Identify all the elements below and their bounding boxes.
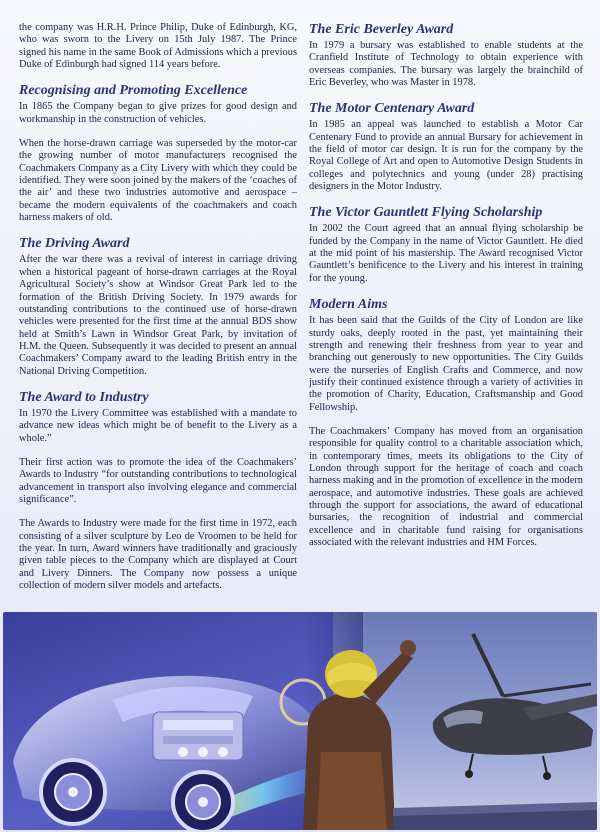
driving-paragraph-1: After the war there was a revival of interest in carriage driving when a historical pageant of horse-drawn carriages at the Royal Agricultural Society’s show at Windsor Great Park led to the formation of the British Driving Society. In 1979 awards for outstanding contributions to the continued use of horse-drawn vehicles were presented for the first time at the annual BDS show held at Smith’s Lawn in Windsor Great Park, by invitation of H.M. the Queen. Subsequently it was decided to present an annual Coachmakers’ Company award to the leading British entry in the National Driving Competition. [19,254,297,377]
heading-excellence: Recognising and Promoting Excellence [19,83,248,99]
heading-gauntlett-scholarship: The Victor Gauntlett Flying Scholarship [309,205,543,221]
heading-driving-award: The Driving Award [19,236,130,252]
gauntlett-paragraph-1: In 2002 the Court agreed that an annual flying scholarship be funded by the Company in the name of Victor Gauntlett. He died at the mid point of his mastership. The Award recognised Victor Gauntlett’s benificence to the Livery and his interest in training for the young. [309,223,583,284]
photo-montage-graphic [3,612,597,830]
excellence-paragraph-1: In 1865 the Company began to give prizes for good design and workmanship in the construction of vehicles. [19,101,297,125]
heading-modern-aims: Modern Aims [309,297,388,313]
heading-award-to-industry: The Award to Industry [19,389,149,405]
industry-paragraph-2: Their first action was to promote the idea of the Coachmakers’ Awards to Industry “for outstanding contributions to technological advancement in transport also involving elegance and commercial significance”. [19,456,297,505]
intro-paragraph: the company was H.R.H. Prince Philip, Duke of Edinburgh, KG, who was sworn to the Livery on 15th July 1987. The Prince signed his name in the same Book of Admissions which a previous Duke of Edinburgh had signed 114 years before. [19,22,297,71]
left-column [19,22,297,604]
aims-paragraph-2: The Coachmakers’ Company has moved from an organisation responsible for quality control to a charitable association which, in contemporary times, meets its obligations to the City of London through support for the heritage of coach and coach harness making and in the promotion of excellence in the modern aerospace, and automotive industries. These goals are achieved through the support for associations, the award of educational bursaries, the recognition of industrial and commercial excellence and in charitable fund raising for organisations associated with the relevant industries and HM Forces. [309,425,583,548]
heading-motor-centenary-award: The Motor Centenary Award [309,101,475,117]
photo-montage [3,612,597,830]
excellence-paragraph-2: When the horse-drawn carriage was superseded by the motor-car the growing number of motor manufacturers recognised the Coachmakers Company as a City Livery with which they could be identified. They were soon joined by the makers of the ‘coaches of the air’ and these two industries automotive and aerospace – became the modern equivalents of the coachmakers and coach harness makers of old. [19,138,297,224]
beverley-paragraph-1: In 1979 a bursary was established to enable students at the Cranfield Institute of Technology to obtain experience with overseas companies. The bursary was largely the brainchild of Eric Beverley, who was Master in 1978. [309,40,583,89]
right-column [309,22,583,561]
industry-paragraph-3: The Awards to Industry were made for the first time in 1972, each consisting of a silver sculpture by Leo de Vroomen to be held for the year. In turn, Award winners have traditionally and graciously given table pieces to the Company which are displayed at Court and Livery Dinners. The Company now possess a unique collection of modern silver models and artefacts. [19,518,297,592]
heading-eric-beverley-award: The Eric Beverley Award [309,22,454,37]
centenary-paragraph-1: In 1985 an appeal was launched to establish a Motor Car Centenary Fund to provide an annual Bursary for achievement in the field of motor car design. It is run for the company by the Royal College of Art and open to Automotive Design Students in colleges and polytechnics and young (under 28) practising designers in the Motor Industry. [309,119,583,193]
aims-paragraph-1: It has been said that the Guilds of the City of London are like sturdy oaks, deeply rooted in the past, yet maintaining their strength and renewing their freshness from year to year and branching out generously to new opportunities. The City Guilds were the nurseries of English Crafts and Commerce, and now justify their continued existence through a variety of activities in the promotion of Charity, Education, Craftsmanship and Good Fellowship. [309,315,583,413]
industry-paragraph-1: In 1970 the Livery Committee was established with a mandate to advance new ideas which might be of benefit to the Livery as a whole.” [19,407,297,444]
